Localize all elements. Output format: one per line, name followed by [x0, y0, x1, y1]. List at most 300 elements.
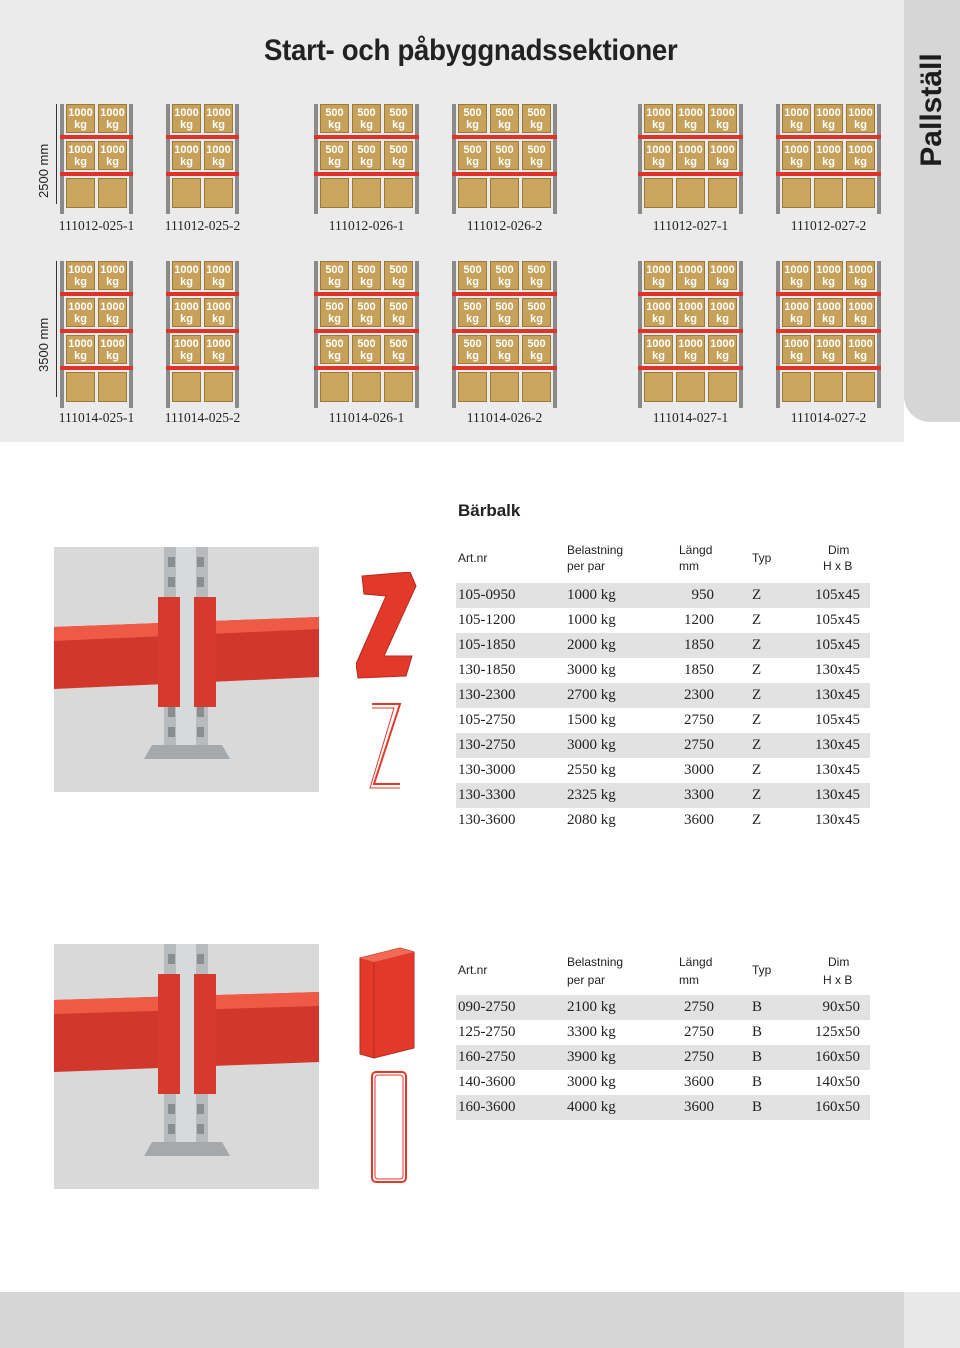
cell-load: 2000 kg: [567, 637, 616, 653]
side-tab-label: Pallställ: [915, 53, 948, 167]
cell-length: 1200: [684, 612, 714, 628]
load-box: 1000 kg: [172, 261, 201, 290]
load-box: 500 kg: [320, 104, 349, 133]
floor-pallet: [98, 178, 127, 208]
header-len-1: Längd: [679, 955, 713, 969]
load-box: 1000 kg: [676, 261, 705, 290]
rack-upright: [415, 261, 419, 408]
cell-art-nr: 130-1850: [458, 662, 516, 678]
table-row: [456, 1070, 870, 1095]
load-box: 1000 kg: [814, 261, 843, 290]
floor-pallet: [66, 178, 95, 208]
cell-length: 2750: [684, 1024, 714, 1040]
table-body: [456, 995, 870, 1120]
box-profile-outline-icon: [370, 1070, 410, 1186]
rack-diagram: [314, 104, 419, 214]
cell-dimension: 140x50: [815, 1074, 860, 1090]
load-box: 1000 kg: [98, 261, 127, 290]
cell-dimension: 130x45: [815, 687, 860, 703]
load-box: 500 kg: [384, 298, 413, 327]
cell-type: Z: [752, 587, 762, 603]
load-box: 500 kg: [352, 261, 381, 290]
header-art: Art.nr: [458, 963, 488, 977]
table-row: [456, 1045, 870, 1070]
cell-type: B: [752, 999, 763, 1015]
rack-code: 111014-026-2: [466, 410, 543, 425]
rack-code: 111014-027-2: [790, 410, 867, 425]
table-row: [456, 608, 870, 633]
rack-beam: [166, 172, 239, 176]
rack-beam: [638, 292, 743, 296]
rack-beam: [776, 366, 881, 370]
load-box: 1000 kg: [644, 261, 673, 290]
rack-upright: [415, 104, 419, 214]
cell-length: 2750: [684, 712, 714, 728]
load-box: 1000 kg: [644, 298, 673, 327]
rack-upright: [739, 104, 743, 214]
cell-length: 2750: [684, 1049, 714, 1065]
rack-diagram: [638, 104, 743, 214]
cell-type: Z: [752, 612, 762, 628]
rack-upright: [235, 104, 239, 214]
load-box: 1000 kg: [782, 335, 811, 364]
load-box: 1000 kg: [782, 298, 811, 327]
cell-dimension: 130x45: [815, 737, 860, 753]
load-box: 1000 kg: [782, 261, 811, 290]
rack-beam: [452, 329, 557, 333]
load-box: 500 kg: [458, 335, 487, 364]
floor-pallet: [782, 178, 811, 208]
cell-load: 3900 kg: [567, 1049, 616, 1065]
floor-pallet: [66, 372, 95, 402]
header-dim-1: Dim: [828, 955, 850, 969]
rack-code: 111012-027-2: [790, 218, 867, 233]
rack-beam: [60, 292, 133, 296]
load-box: 1000 kg: [708, 298, 737, 327]
load-box: 1000 kg: [98, 335, 127, 364]
cell-load: 2550 kg: [567, 762, 616, 778]
rack-beam: [314, 329, 419, 333]
floor-pallet: [98, 372, 127, 402]
rack-diagram: [60, 104, 133, 214]
load-box: 500 kg: [352, 141, 381, 170]
rack-beam: [314, 135, 419, 139]
cell-dimension: 160x50: [815, 1099, 860, 1115]
cell-load: 2100 kg: [567, 999, 616, 1015]
load-box: 1000 kg: [98, 141, 127, 170]
load-box: 500 kg: [458, 141, 487, 170]
load-box: 500 kg: [522, 104, 551, 133]
table-row: [456, 683, 870, 708]
z-profile-outline-icon: [366, 700, 406, 790]
rack-code: 111012-025-1: [58, 218, 135, 233]
table-row: [456, 633, 870, 658]
load-box: 500 kg: [384, 141, 413, 170]
header-art: Art.nr: [458, 551, 488, 565]
load-box: 500 kg: [522, 335, 551, 364]
box-beam-photo: [54, 944, 319, 1189]
floor-pallet: [676, 178, 705, 208]
cell-length: 1850: [684, 662, 714, 678]
rack-diagram: [166, 261, 239, 408]
load-box: 500 kg: [490, 104, 519, 133]
floor-pallet: [814, 178, 843, 208]
cell-load: 1500 kg: [567, 712, 616, 728]
rack-diagram: [314, 261, 419, 408]
header-typ: Typ: [752, 551, 772, 565]
load-box: 1000 kg: [66, 335, 95, 364]
cell-length: 1850: [684, 637, 714, 653]
load-box: 1000 kg: [204, 261, 233, 290]
header-dim-2: H x B: [823, 973, 853, 987]
rack-beam: [776, 135, 881, 139]
rack-upright: [638, 104, 642, 214]
rack-upright: [739, 261, 743, 408]
header-len-1: Längd: [679, 543, 713, 557]
floor-pallet: [522, 178, 551, 208]
cell-length: 3600: [684, 1099, 714, 1115]
header-typ: Typ: [752, 963, 772, 977]
load-box: 1000 kg: [204, 104, 233, 133]
dimension-label: 2500 mm: [36, 143, 51, 198]
rack-beam: [452, 292, 557, 296]
rack-diagram: [60, 261, 133, 408]
rack-beam: [60, 366, 133, 370]
cell-art-nr: 160-2750: [458, 1049, 516, 1065]
rack-beam: [638, 329, 743, 333]
cell-load: 3300 kg: [567, 1024, 616, 1040]
floor-pallet: [458, 372, 487, 402]
rack-upright: [60, 261, 64, 408]
table-row: [456, 1020, 870, 1045]
cell-type: Z: [752, 762, 762, 778]
load-box: 500 kg: [522, 141, 551, 170]
cell-dimension: 130x45: [815, 762, 860, 778]
floor-pallet: [846, 372, 875, 402]
load-box: 500 kg: [320, 298, 349, 327]
load-box: 1000 kg: [676, 298, 705, 327]
rack-upright: [129, 104, 133, 214]
rack-diagram: [452, 104, 557, 214]
cell-load: 1000 kg: [567, 612, 616, 628]
bottom-band: [0, 1292, 904, 1348]
load-box: 500 kg: [522, 298, 551, 327]
cell-type: Z: [752, 662, 762, 678]
rack-beam: [314, 172, 419, 176]
rack-upright: [776, 261, 780, 408]
load-box: 1000 kg: [644, 141, 673, 170]
load-box: 1000 kg: [846, 141, 875, 170]
table-row: [456, 658, 870, 683]
load-box: 1000 kg: [676, 141, 705, 170]
load-box: 500 kg: [522, 261, 551, 290]
rack-beam: [452, 135, 557, 139]
load-box: 500 kg: [458, 261, 487, 290]
cell-type: Z: [752, 737, 762, 753]
rack-code: 111014-025-1: [58, 410, 135, 425]
floor-pallet: [814, 372, 843, 402]
header-len-2: mm: [679, 559, 699, 573]
rack-diagram: [776, 104, 881, 214]
floor-pallet: [708, 372, 737, 402]
cell-type: Z: [752, 712, 762, 728]
cell-type: Z: [752, 787, 762, 803]
load-box: 1000 kg: [708, 141, 737, 170]
load-box: 500 kg: [490, 298, 519, 327]
rack-beam: [166, 292, 239, 296]
rack-diagram: [452, 261, 557, 408]
cell-type: Z: [752, 687, 762, 703]
floor-pallet: [384, 178, 413, 208]
load-box: 500 kg: [384, 104, 413, 133]
section-heading: Bärbalk: [458, 501, 521, 520]
cell-art-nr: 130-3000: [458, 762, 516, 778]
load-box: 1000 kg: [814, 141, 843, 170]
floor-pallet: [320, 178, 349, 208]
cell-art-nr: 130-2750: [458, 737, 516, 753]
floor-pallet: [522, 372, 551, 402]
load-box: 500 kg: [458, 298, 487, 327]
load-box: 500 kg: [490, 141, 519, 170]
rack-beam: [166, 135, 239, 139]
cell-length: 3600: [684, 812, 714, 828]
load-box: 500 kg: [490, 261, 519, 290]
cell-art-nr: 105-1850: [458, 637, 516, 653]
cell-load: 2325 kg: [567, 787, 616, 803]
load-box: 500 kg: [384, 335, 413, 364]
header-dim-1: Dim: [828, 543, 850, 557]
cell-dimension: 130x45: [815, 662, 860, 678]
rack-code: 111012-025-2: [164, 218, 241, 233]
table-row: [456, 758, 870, 783]
cell-art-nr: 160-3600: [458, 1099, 516, 1115]
rack-beam: [638, 366, 743, 370]
floor-pallet: [352, 372, 381, 402]
cell-type: B: [752, 1049, 763, 1065]
cell-length: 3300: [684, 787, 714, 803]
cell-art-nr: 105-0950: [458, 587, 516, 603]
cell-load: 2700 kg: [567, 687, 616, 703]
table-header: [456, 541, 870, 583]
load-box: 500 kg: [490, 335, 519, 364]
cell-dimension: 130x45: [815, 787, 860, 803]
cell-length: 3000: [684, 762, 714, 778]
cell-load: 3000 kg: [567, 662, 616, 678]
floor-pallet: [352, 178, 381, 208]
load-box: 1000 kg: [708, 335, 737, 364]
load-box: 1000 kg: [846, 335, 875, 364]
header-load-2: per par: [567, 973, 606, 987]
rack-code: 111012-027-1: [652, 218, 729, 233]
load-box: 1000 kg: [846, 104, 875, 133]
rack-beam: [60, 135, 133, 139]
rack-code: 111012-026-2: [466, 218, 543, 233]
load-box: 1000 kg: [172, 298, 201, 327]
cell-load: 3000 kg: [567, 1074, 616, 1090]
rack-beam: [166, 329, 239, 333]
load-box: 1000 kg: [66, 141, 95, 170]
load-box: 1000 kg: [644, 104, 673, 133]
cell-load: 2080 kg: [567, 812, 616, 828]
rack-upright: [235, 261, 239, 408]
floor-pallet: [676, 372, 705, 402]
cell-dimension: 90x50: [822, 999, 860, 1015]
load-box: 500 kg: [384, 261, 413, 290]
cell-length: 950: [691, 587, 714, 603]
floor-pallet: [384, 372, 413, 402]
rack-upright: [129, 261, 133, 408]
rack-upright: [166, 104, 170, 214]
table-row: [456, 708, 870, 733]
cell-art-nr: 090-2750: [458, 999, 516, 1015]
table-body: [456, 583, 870, 833]
dimension-label: 3500 mm: [36, 317, 51, 372]
rack-beam: [452, 366, 557, 370]
rack-upright: [452, 104, 456, 214]
cell-type: Z: [752, 812, 762, 828]
load-box: 500 kg: [320, 335, 349, 364]
rack-code: 111014-027-1: [652, 410, 729, 425]
rack-code: 111014-026-1: [328, 410, 405, 425]
cell-art-nr: 130-3300: [458, 787, 516, 803]
rack-beam: [776, 329, 881, 333]
cell-type: B: [752, 1099, 763, 1115]
cell-type: B: [752, 1024, 763, 1040]
load-box: 1000 kg: [676, 104, 705, 133]
load-box: 1000 kg: [708, 261, 737, 290]
rack-upright: [553, 104, 557, 214]
dimension-line: [56, 261, 57, 397]
table-row: [456, 783, 870, 808]
cell-length: 2300: [684, 687, 714, 703]
table-row: [456, 583, 870, 608]
cell-art-nr: 130-2300: [458, 687, 516, 703]
load-box: 1000 kg: [846, 261, 875, 290]
rack-beam: [452, 172, 557, 176]
floor-pallet: [320, 372, 349, 402]
load-box: 1000 kg: [814, 335, 843, 364]
rack-upright: [877, 261, 881, 408]
rack-beam: [638, 172, 743, 176]
z-beam-photo: [54, 547, 319, 792]
load-box: 1000 kg: [204, 335, 233, 364]
table-row: [456, 808, 870, 833]
cell-load: 4000 kg: [567, 1099, 616, 1115]
rack-code: 111014-025-2: [164, 410, 241, 425]
box-profile-icon: [356, 944, 418, 1060]
cell-load: 3000 kg: [567, 737, 616, 753]
load-box: 1000 kg: [782, 141, 811, 170]
load-box: 1000 kg: [172, 335, 201, 364]
rack-upright: [60, 104, 64, 214]
table-row: [456, 1095, 870, 1120]
cell-type: B: [752, 1074, 763, 1090]
load-box: 1000 kg: [204, 141, 233, 170]
cell-art-nr: 105-2750: [458, 712, 516, 728]
rack-beam: [166, 366, 239, 370]
rack-beam: [60, 172, 133, 176]
cell-length: 2750: [684, 999, 714, 1015]
table-header: [456, 953, 870, 995]
cell-type: Z: [752, 637, 762, 653]
table-row: [456, 733, 870, 758]
rack-code: 111012-026-1: [328, 218, 405, 233]
load-box: 500 kg: [320, 261, 349, 290]
load-box: 1000 kg: [66, 261, 95, 290]
load-box: 1000 kg: [644, 335, 673, 364]
rack-upright: [553, 261, 557, 408]
dimension-line: [56, 104, 57, 204]
header-len-2: mm: [679, 973, 699, 987]
load-box: 500 kg: [352, 335, 381, 364]
floor-pallet: [846, 178, 875, 208]
table-row: [456, 995, 870, 1020]
floor-pallet: [458, 178, 487, 208]
cell-dimension: 160x50: [815, 1049, 860, 1065]
header-load-2: per par: [567, 559, 606, 573]
header-load-1: Belastning: [567, 955, 624, 969]
load-box: 1000 kg: [676, 335, 705, 364]
rack-diagram: [166, 104, 239, 214]
side-tab-label-wrap: [904, 0, 960, 422]
rack-beam: [314, 366, 419, 370]
load-box: 1000 kg: [172, 104, 201, 133]
header-dim-2: H x B: [823, 559, 853, 573]
cell-dimension: 125x50: [815, 1024, 860, 1040]
cell-length: 3600: [684, 1074, 714, 1090]
floor-pallet: [172, 372, 201, 402]
floor-pallet: [204, 178, 233, 208]
rack-upright: [166, 261, 170, 408]
rack-beam: [776, 292, 881, 296]
header-load-1: Belastning: [567, 543, 624, 557]
rack-upright: [314, 261, 318, 408]
floor-pallet: [644, 372, 673, 402]
floor-pallet: [172, 178, 201, 208]
cell-dimension: 130x45: [815, 812, 860, 828]
load-box: 1000 kg: [814, 104, 843, 133]
rack-upright: [877, 104, 881, 214]
load-box: 1000 kg: [708, 104, 737, 133]
z-profile-icon: [356, 572, 418, 680]
z-beam-table: [456, 541, 870, 833]
load-box: 1000 kg: [846, 298, 875, 327]
bottom-tab: [904, 1292, 960, 1348]
load-box: 1000 kg: [172, 141, 201, 170]
cell-art-nr: 125-2750: [458, 1024, 516, 1040]
rack-upright: [776, 104, 780, 214]
page-title: Start- och påbyggnadssektioner: [264, 34, 678, 67]
load-box: 1000 kg: [98, 298, 127, 327]
cell-art-nr: 130-3600: [458, 812, 516, 828]
cell-dimension: 105x45: [815, 637, 860, 653]
rack-upright: [452, 261, 456, 408]
floor-pallet: [782, 372, 811, 402]
cell-length: 2750: [684, 737, 714, 753]
load-box: 500 kg: [320, 141, 349, 170]
b-beam-table: [456, 953, 870, 1120]
load-box: 1000 kg: [782, 104, 811, 133]
floor-pallet: [708, 178, 737, 208]
floor-pallet: [490, 178, 519, 208]
load-box: 1000 kg: [204, 298, 233, 327]
floor-pallet: [644, 178, 673, 208]
cell-art-nr: 105-1200: [458, 612, 516, 628]
rack-upright: [314, 104, 318, 214]
rack-diagram: [638, 261, 743, 408]
rack-upright: [638, 261, 642, 408]
rack-diagram: [776, 261, 881, 408]
